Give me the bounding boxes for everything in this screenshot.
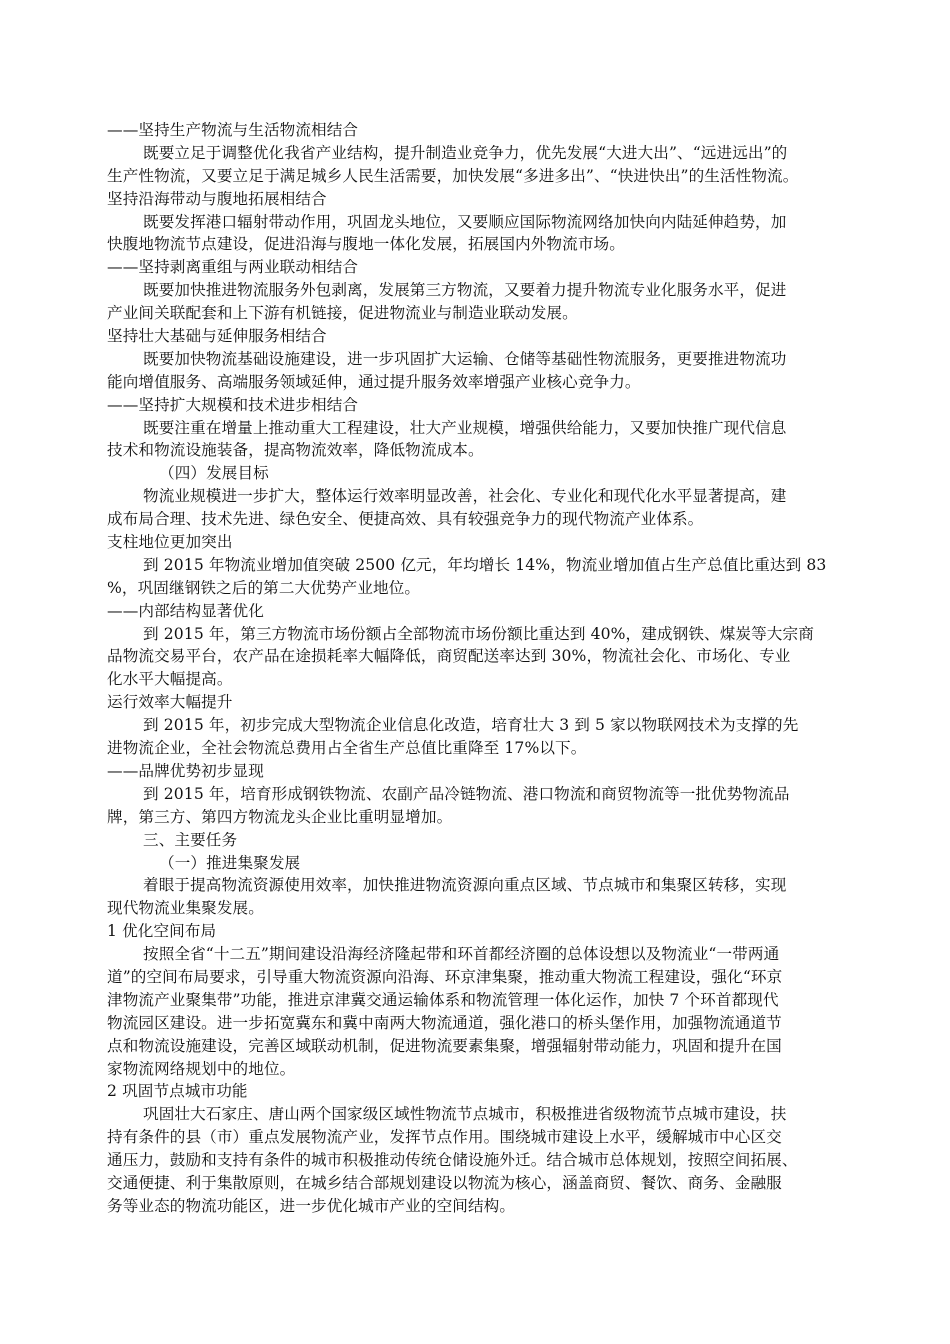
text-line: 道”的空间布局要求，引导重大物流资源向沿海、环京津集聚，推动重大物流工程建设，强化“环京 — [107, 967, 783, 986]
text-line: 进物流企业，全社会物流总费用占全省生产总值比重降至 17%以下。 — [107, 739, 587, 758]
text-line: 既要注重在增量上推动重大工程建设，壮大产业规模，增强供给能力，又要加快推广现代信息 — [143, 418, 787, 437]
text-line: ——品牌优势初步显现 — [107, 761, 264, 780]
text-line: 运行效率大幅提升 — [107, 693, 233, 712]
text-line: 三、主要任务 — [143, 830, 238, 849]
text-line: 坚持沿海带动与腹地拓展相结合 — [107, 189, 327, 208]
text-line: 到 2015 年，培育形成钢铁物流、农副产品冷链物流、港口物流和商贸物流等一批优势物流品 — [143, 784, 790, 803]
text-line: %，巩固继钢铁之后的第二大优势产业地位。 — [107, 578, 421, 597]
text-line: 持有条件的县（市）重点发展物流产业，发挥节点作用。围绕城市建设上水平，缓解城市中心区交 — [107, 1128, 782, 1147]
text-line: 快腹地物流节点建设，促进沿海与腹地一体化发展，拓展国内外物流市场。 — [107, 235, 625, 254]
text-line: 家物流网络规划中的地位。 — [107, 1059, 296, 1078]
text-line: 2 巩固节点城市功能 — [107, 1082, 248, 1101]
text-line: 物流园区建设。进一步拓宽冀东和冀中南两大物流通道，强化港口的桥头堡作用，加强物流通道节 — [107, 1013, 782, 1032]
text-line: 通压力，鼓励和支持有条件的城市积极推动传统仓储设施外迁。结合城市总体规划，按照空间拓展、 — [107, 1151, 798, 1170]
text-line: 务等业态的物流功能区，进一步优化城市产业的空间结构。 — [107, 1196, 516, 1215]
text-line: 品物流交易平台，农产品在途损耗率大幅降低，商贸配送率达到 30%，物流社会化、市场化、专业 — [107, 647, 791, 666]
text-line: 巩固壮大石家庄、唐山两个国家级区域性物流节点城市，积极推进省级物流节点城市建设，扶 — [143, 1105, 787, 1124]
document-body — [107, 119, 843, 1218]
text-line: 点和物流设施建设，完善区域联动机制，促进物流要素集聚，增强辐射带动能力，巩固和提升在国 — [107, 1036, 782, 1055]
text-line: 物流业规模进一步扩大，整体运行效率明显改善，社会化、专业化和现代化水平显著提高，建 — [143, 487, 787, 506]
text-line: 既要加快物流基础设施建设，进一步巩固扩大运输、仓储等基础性物流服务，更要推进物流功 — [143, 349, 787, 368]
text-line: 现代物流业集聚发展。 — [107, 899, 264, 918]
text-line: ——坚持生产物流与生活物流相结合 — [107, 121, 359, 139]
text-line: 支柱地位更加突出 — [107, 533, 233, 552]
text-line: 到 2015 年，初步完成大型物流企业信息化改造，培育壮大 3 到 5 家以物联网技术为支撑的先 — [143, 716, 799, 735]
text-line: 到 2015 年，第三方物流市场份额占全部物流市场份额比重达到 40%，建成钢铁、煤炭等大宗商 — [143, 624, 814, 643]
text-line: 到 2015 年物流业增加值突破 2500 亿元，年均增长 14%，物流业增加值占生产总值比重达到 83 — [143, 555, 827, 574]
text-line: （一）推进集聚发展 — [159, 853, 301, 872]
text-line: 按照全省“十二五”期间建设沿海经济隆起带和环首都经济圈的总体设想以及物流业“一带两通 — [143, 945, 780, 964]
text-line: 牌，第三方、第四方物流龙头企业比重明显增加。 — [107, 807, 453, 826]
text-line: 1 优化空间布局 — [107, 922, 217, 941]
text-line: 既要发挥港口辐射带动作用，巩固龙头地位，又要顺应国际物流网络加快向内陆延伸趋势，加 — [143, 212, 787, 231]
text-line: ——内部结构显著优化 — [107, 601, 264, 620]
text-line: 既要加快推进物流服务外包剥离，发展第三方物流，又要着力提升物流专业化服务水平，促进 — [143, 281, 787, 300]
text-line: ——坚持剥离重组与两业联动相结合 — [107, 258, 359, 277]
text-line: 生产性物流，又要立足于满足城乡人民生活需要，加快发展“多进多出”、“快进快出”的生活性物流。 — [107, 166, 799, 185]
text-line: 产业间关联配套和上下游有机链接，促进物流业与制造业联动发展。 — [107, 304, 578, 323]
text-line: 成布局合理、技术先进、绿色安全、便捷高效、具有较强竞争力的现代物流产业体系。 — [107, 510, 704, 529]
text-line: ——坚持扩大规模和技术进步相结合 — [107, 395, 359, 414]
text-line: （四）发展目标 — [159, 464, 269, 483]
text-line: 着眼于提高物流资源使用效率，加快推进物流资源向重点区域、节点城市和集聚区转移，实现 — [143, 876, 787, 895]
text-line: 交通便捷、利于集散原则，在城乡结合部规划建设以物流为核心，涵盖商贸、餐饮、商务、金融服 — [107, 1173, 782, 1192]
text-line: 技术和物流设施装备，提高物流效率，降低物流成本。 — [107, 441, 484, 460]
text-line: 能向增值服务、高端服务领域延伸，通过提升服务效率增强产业核心竞争力。 — [107, 372, 641, 391]
text-line: 津物流产业聚集带”功能，推进京津冀交通运输体系和物流管理一体化运作，加快 7 个环首都现代 — [107, 990, 779, 1009]
text-line: 既要立足于调整优化我省产业结构，提升制造业竞争力，优先发展“大进大出”、“远进远出”的 — [143, 143, 788, 162]
text-line: 坚持壮大基础与延伸服务相结合 — [107, 327, 327, 346]
text-line: 化水平大幅提高。 — [107, 670, 233, 689]
